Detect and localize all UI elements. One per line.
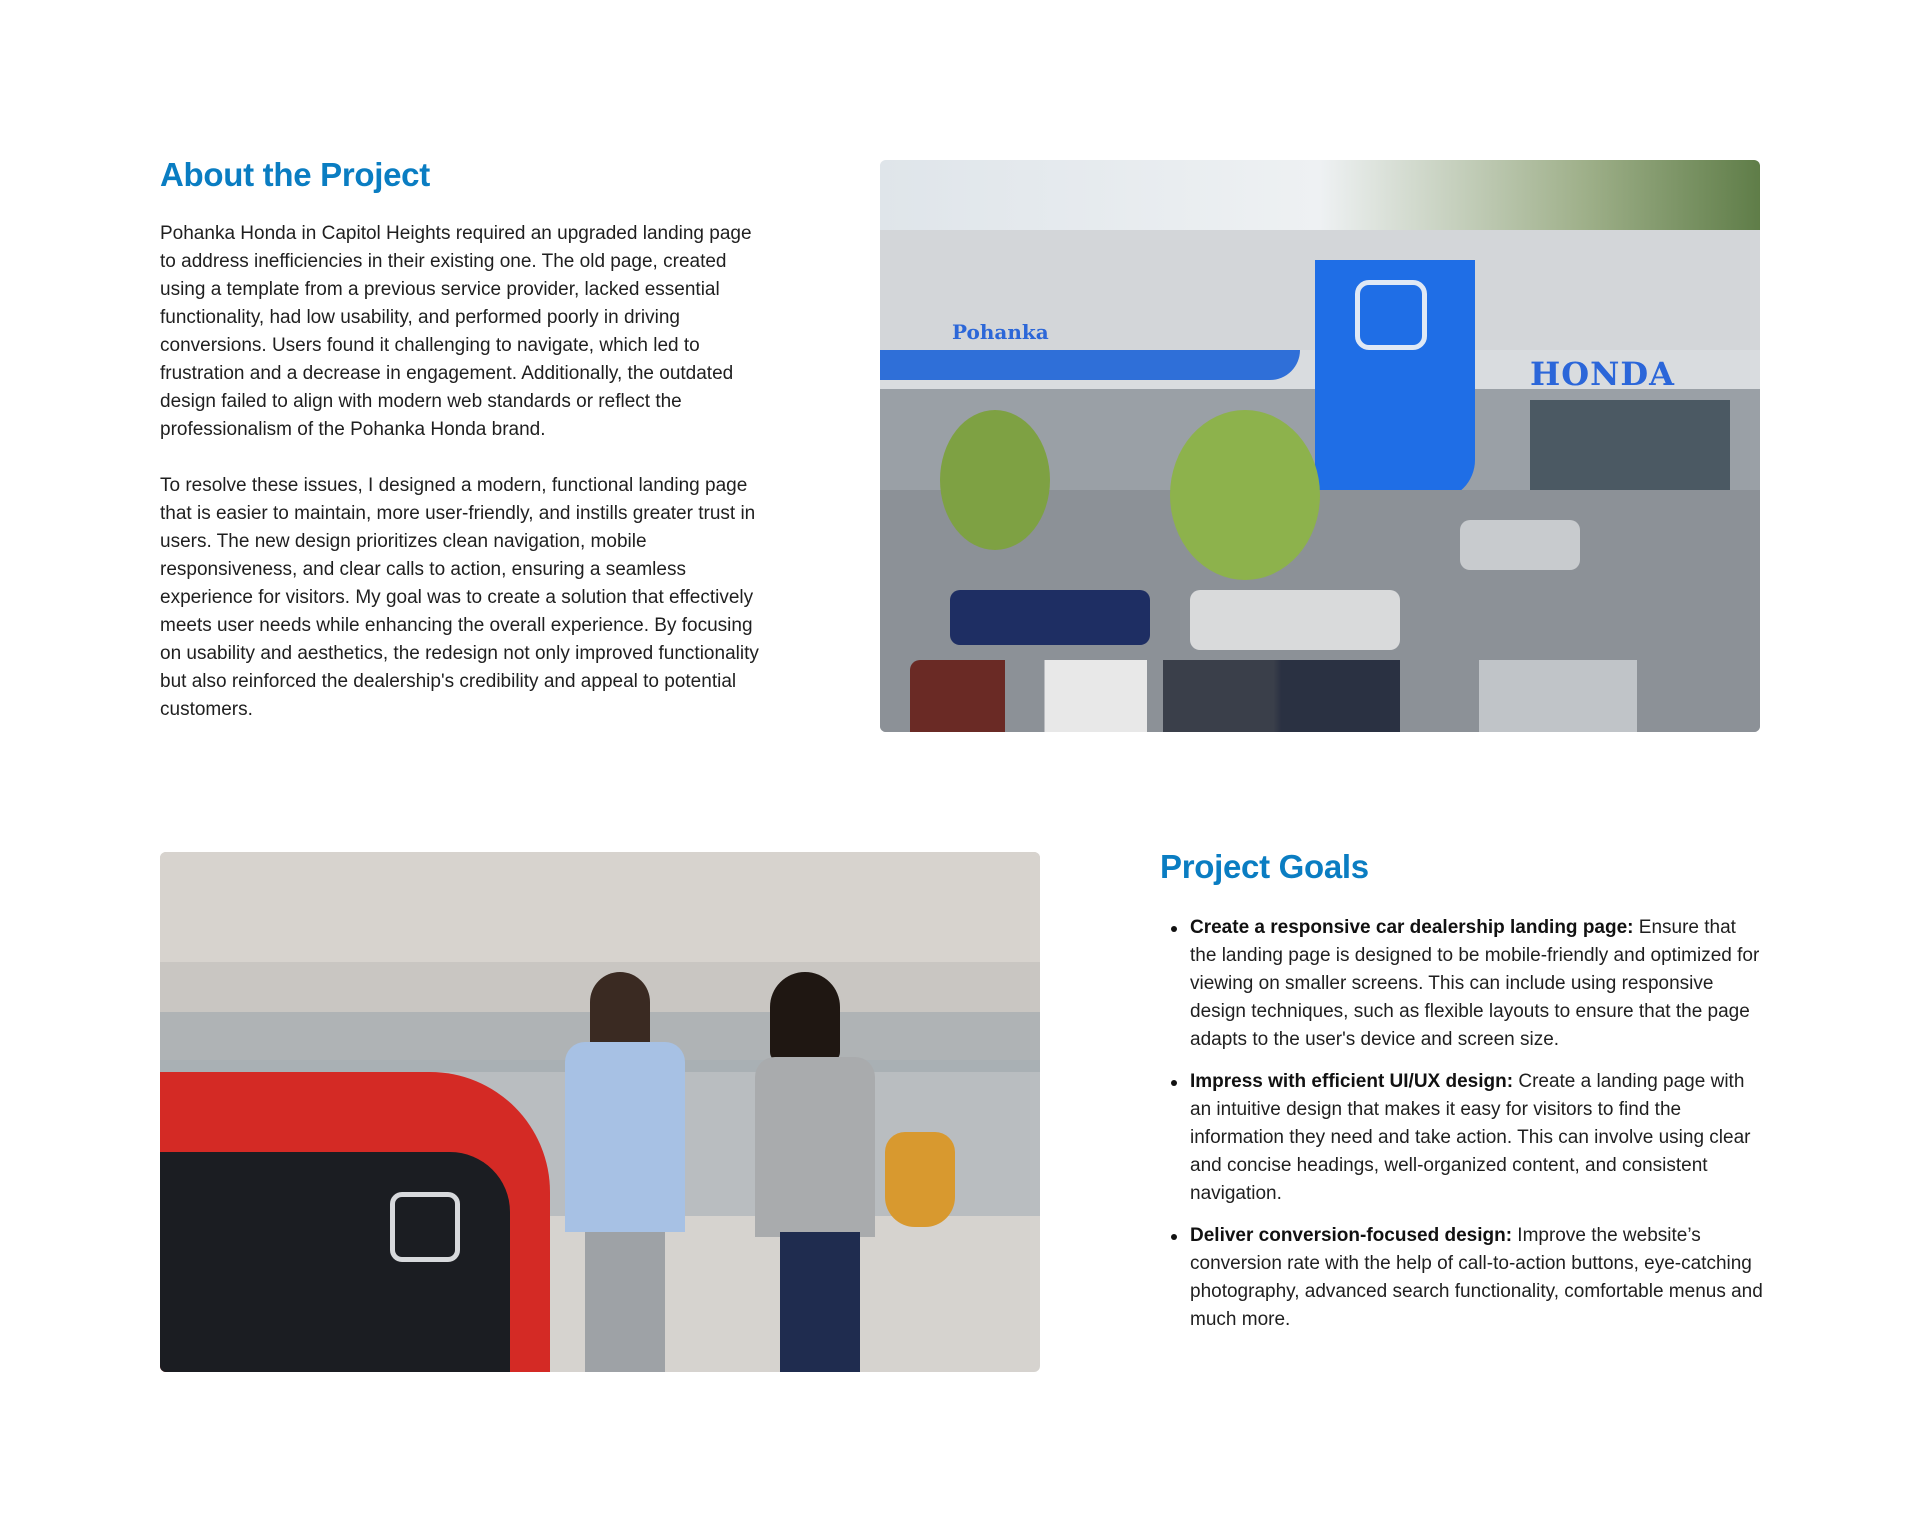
goal-item — [1190, 1068, 1766, 1208]
goal-label: Create a responsive car dealership landing page: — [1190, 917, 1634, 938]
goal-text: Create a landing page with an intuitive design that makes it easy for visitors to find the information they need and take action. This can involve using clear and concise headings, well-organized content, and consistent navigation. — [1190, 1071, 1751, 1204]
goal-label: Impress with efficient UI/UX design: — [1190, 1071, 1514, 1092]
goal-item — [1190, 914, 1766, 1054]
about-paragraph: To resolve these issues, I designed a modern, functional landing page that is easier to maintain, more user-friendly, and instills greater trust in users. The new design prioritizes clean navigation, mobile responsiveness, and clear calls to action, ensuring a seamless experience for visitors. My goal was to create a solution that effectively meets user needs while enhancing the overall experience. By focusing on usability and aesthetics, the redesign not only improved functionality but also reinforced the dealership's credibility and appeal to potential customers. — [160, 475, 759, 720]
goal-text: Ensure that the landing page is designed to be mobile-friendly and optimized for viewing on smaller screens. This can include using responsive design techniques, such as flexible layouts to ensure that the page adapts to the user's device and screen size. — [1190, 917, 1760, 1050]
goal-text: Improve the website’s conversion rate with the help of call-to-action buttons, eye-catching photography, advanced search functionality, comfortable menus and much more. — [1190, 1225, 1763, 1330]
dealership-photo — [880, 160, 1760, 732]
honda-sign: HONDA — [1530, 355, 1675, 393]
about-paragraph: Pohanka Honda in Capitol Heights required an upgraded landing page to address inefficiencies in their existing one. The old page, created using a template from a previous service provider, lacked essential functionality, had low usability, and performed poorly in driving conversions. Users found it challenging to navigate, which led to frustration and a decrease in engagement. Additionally, the outdated design failed to align with modern web standards or reflect the professionalism of the Pohanka Honda brand. — [160, 223, 752, 440]
about-section — [160, 156, 770, 724]
about-title: About the Project — [160, 156, 430, 193]
pohanka-sign: Pohanka — [952, 320, 1049, 344]
showroom-photo — [160, 852, 1040, 1372]
goal-label: Deliver conversion-focused design: — [1190, 1225, 1513, 1246]
goal-item — [1190, 1222, 1766, 1334]
goals-title: Project Goals — [1160, 848, 1369, 885]
goals-list — [1160, 914, 1766, 1334]
project-goals-section — [1160, 848, 1766, 1348]
